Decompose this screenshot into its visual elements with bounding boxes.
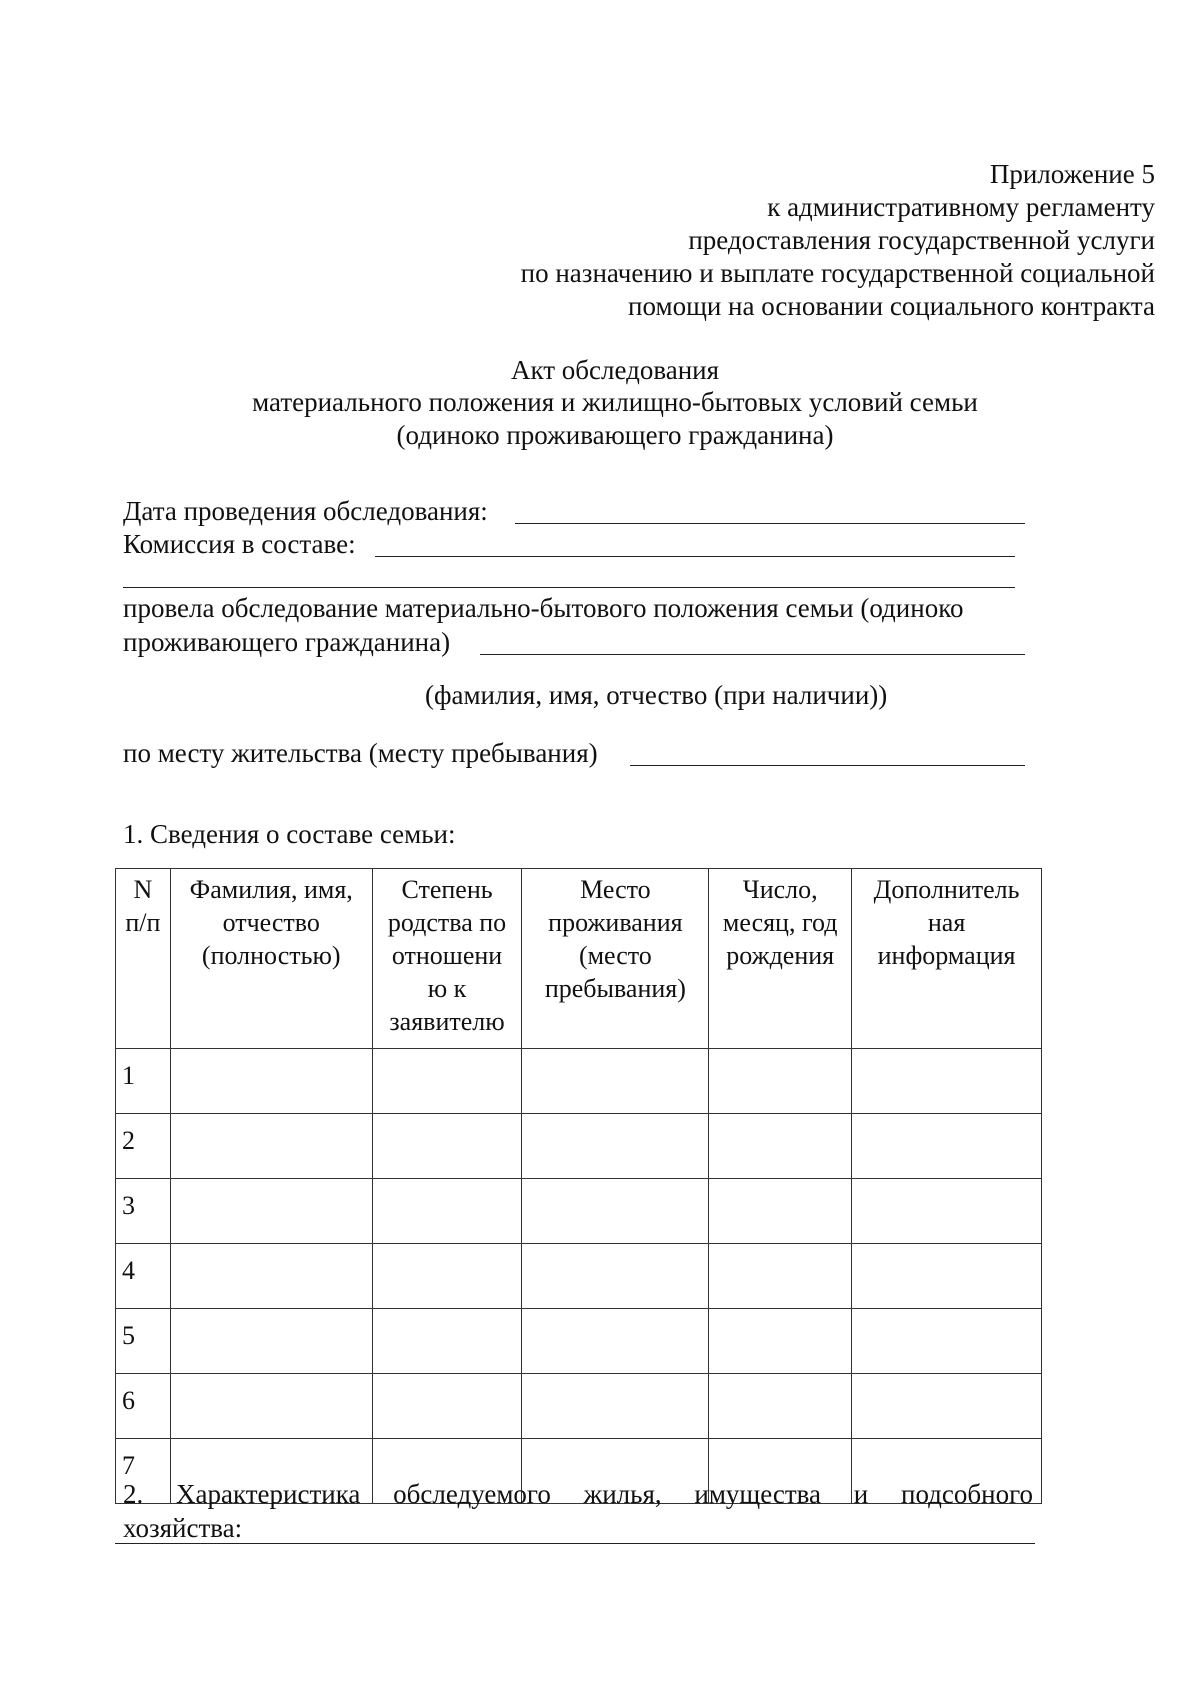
- section2-word: имущества: [694, 1479, 822, 1509]
- appendix-line: по назначению и выплате государственной социальной: [520, 258, 1155, 288]
- table-cell[interactable]: [170, 1179, 372, 1244]
- table-cell[interactable]: [372, 1374, 522, 1439]
- table-cell[interactable]: [372, 1309, 522, 1374]
- table-cell[interactable]: [170, 1049, 372, 1114]
- header-line: (полностью): [201, 941, 341, 970]
- table-row: [116, 1114, 1042, 1179]
- date-input-line[interactable]: [515, 523, 1025, 524]
- table-cell[interactable]: [522, 1374, 709, 1439]
- title-line: (одиноко проживающего гражданина): [396, 420, 834, 450]
- family-name-input-line[interactable]: [480, 654, 1025, 655]
- row-number: 1: [116, 1049, 171, 1114]
- survey-line-2: проживающего гражданина): [123, 627, 451, 657]
- header-line: отношени: [391, 941, 503, 970]
- residence-label: по месту жительства (месту пребывания): [123, 738, 598, 768]
- table-cell[interactable]: [709, 1179, 852, 1244]
- table-cell[interactable]: [522, 1309, 709, 1374]
- table-header-row: [116, 869, 1042, 1049]
- header-line: Число,: [742, 875, 818, 904]
- table-cell[interactable]: [709, 1309, 852, 1374]
- appendix-line: помощи на основании социального контракта: [628, 291, 1155, 321]
- table-cell[interactable]: [170, 1374, 372, 1439]
- header-line: проживания: [548, 908, 683, 937]
- column-header-birthdate: [709, 869, 852, 1049]
- survey-text: провела обследование материально-бытового положения семьи (одиноко: [123, 593, 964, 623]
- table-row: [116, 1049, 1042, 1114]
- table-row: [116, 1309, 1042, 1374]
- header-line: (место: [578, 941, 652, 970]
- family-table: [115, 868, 1042, 1504]
- header-line: заявителю: [389, 1007, 505, 1036]
- column-header-relation: [372, 869, 522, 1049]
- header-line: ная: [927, 908, 966, 937]
- header-line: месяц, год: [722, 908, 838, 937]
- table-row: [116, 1244, 1042, 1309]
- header-line: родства по: [387, 908, 507, 937]
- table-cell[interactable]: [852, 1049, 1042, 1114]
- table-cell[interactable]: [709, 1374, 852, 1439]
- table-cell[interactable]: [852, 1114, 1042, 1179]
- row-number: 2: [116, 1114, 171, 1179]
- section2-word: Характеристика: [176, 1479, 361, 1509]
- table-cell[interactable]: [852, 1309, 1042, 1374]
- table-cell[interactable]: [709, 1244, 852, 1309]
- table-cell[interactable]: [522, 1114, 709, 1179]
- appendix-line: предоставления государственной услуги: [688, 225, 1155, 255]
- header-line: пребывания): [544, 974, 686, 1003]
- section2-word: жилья,: [583, 1479, 662, 1509]
- header-line: N: [133, 875, 153, 904]
- commission-label: Комиссия в составе:: [123, 529, 356, 559]
- table-cell[interactable]: [852, 1374, 1042, 1439]
- appendix-number: Приложение 5: [989, 159, 1155, 189]
- header-line: Фамилия, имя,: [189, 875, 353, 904]
- section2-word: 2.: [123, 1479, 144, 1509]
- commission-input-line-2[interactable]: [123, 587, 1015, 588]
- table-cell[interactable]: [852, 1244, 1042, 1309]
- section2-line-1: [123, 1478, 1033, 1510]
- section2-word: подсобного: [901, 1479, 1033, 1509]
- table-cell[interactable]: [170, 1309, 372, 1374]
- table-cell[interactable]: [372, 1049, 522, 1114]
- header-line: ю к: [427, 974, 467, 1003]
- row-number: 7: [116, 1439, 171, 1504]
- section1-heading: 1. Сведения о составе семьи:: [123, 819, 456, 849]
- section2-word: и: [853, 1479, 869, 1509]
- table-cell[interactable]: [372, 1244, 522, 1309]
- section2-line-2: хозяйства:: [123, 1513, 243, 1543]
- table-cell[interactable]: [709, 1114, 852, 1179]
- column-header-additional: [852, 869, 1042, 1049]
- fio-caption: (фамилия, имя, отчество (при наличии)): [425, 680, 888, 710]
- title-line: материального положения и жилищно-бытовых условий семьи: [252, 387, 978, 417]
- title-line: Акт обследования: [510, 355, 720, 385]
- date-label: Дата проведения обследования:: [123, 496, 488, 526]
- header-line: рождения: [726, 941, 835, 970]
- header-line: п/п: [125, 908, 161, 937]
- table-cell[interactable]: [709, 1049, 852, 1114]
- header-line: Дополнитель: [873, 875, 1020, 904]
- header-line: Место: [580, 875, 651, 904]
- row-number: 4: [116, 1244, 171, 1309]
- table-row: [116, 1179, 1042, 1244]
- commission-input-line[interactable]: [375, 556, 1015, 557]
- section2-input-line[interactable]: [115, 1543, 1035, 1544]
- column-header-residence: [522, 869, 709, 1049]
- table-cell[interactable]: [372, 1179, 522, 1244]
- table-cell[interactable]: [522, 1244, 709, 1309]
- header-line: информация: [877, 941, 1016, 970]
- table-cell[interactable]: [372, 1114, 522, 1179]
- header-line: отчество: [222, 908, 320, 937]
- header-line: Степень: [401, 875, 493, 904]
- row-number: 6: [116, 1374, 171, 1439]
- section2-word: обследуемого: [393, 1479, 551, 1509]
- table-cell[interactable]: [522, 1179, 709, 1244]
- table-cell[interactable]: [852, 1179, 1042, 1244]
- survey-line-1: [123, 592, 1033, 624]
- appendix-line: к административному регламенту: [767, 192, 1155, 222]
- column-header-fio: [170, 869, 372, 1049]
- row-number: 3: [116, 1179, 171, 1244]
- table-row: [116, 1374, 1042, 1439]
- table-cell[interactable]: [170, 1244, 372, 1309]
- row-number: 5: [116, 1309, 171, 1374]
- table-cell[interactable]: [170, 1114, 372, 1179]
- residence-input-line[interactable]: [630, 765, 1025, 766]
- column-header-number: [116, 869, 171, 1049]
- table-cell[interactable]: [522, 1049, 709, 1114]
